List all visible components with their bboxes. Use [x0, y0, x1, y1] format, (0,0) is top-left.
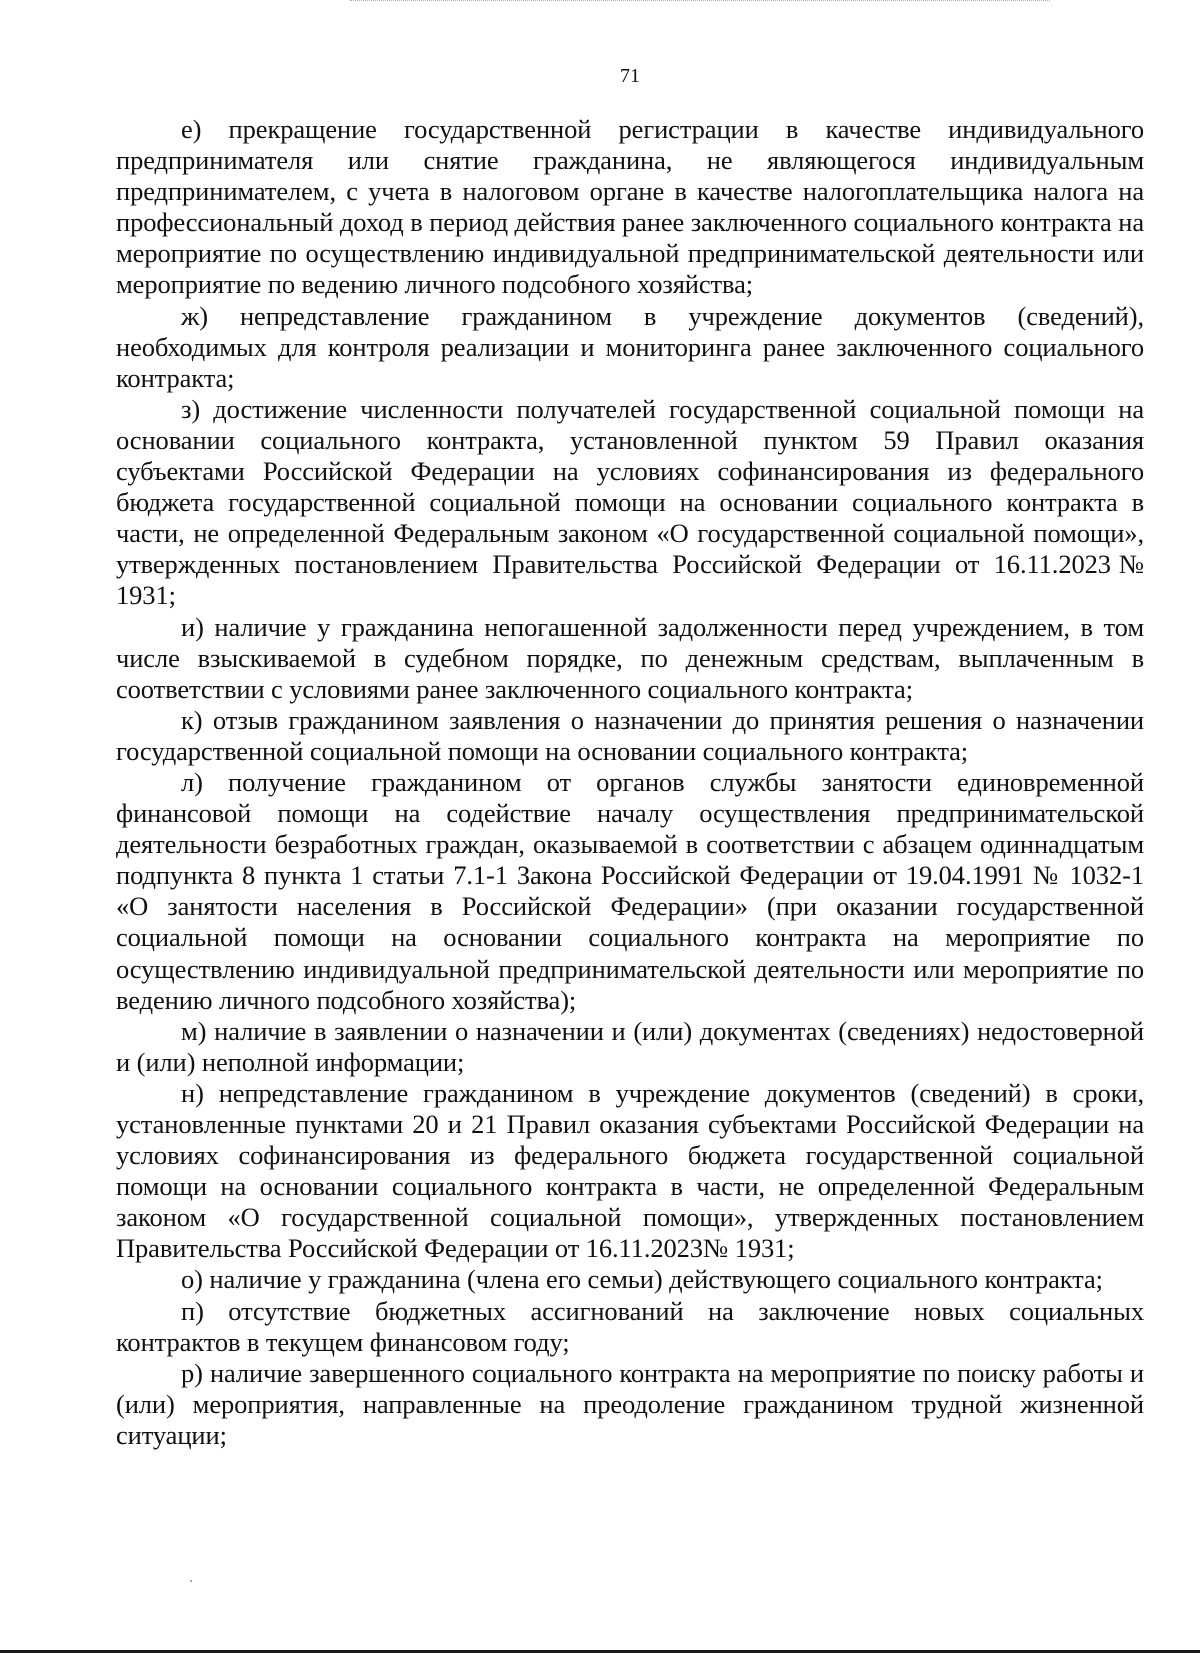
scan-speck: [190, 1580, 192, 1582]
document-body: [116, 114, 1144, 1451]
paragraph-o: о) наличие у гражданина (члена его семьи) действующего социального контракта;: [181, 1264, 1103, 1295]
paragraph-zh: ж) непредставление гражданином в учреждение документов (сведений), необходимых для контроля реализации и мониторинга ранее заключенного социального контракта;: [116, 300, 1144, 393]
paragraph-r: р) наличие завершенного социального контракта на мероприятие по поиску работы и (или) мероприятия, направленные на преодоление гражданином трудной жизненной ситуации;: [116, 1357, 1144, 1450]
scan-top-edge: [350, 0, 1050, 3]
paragraph-k: к) отзыв гражданином заявления о назначении до принятия решения о назначении государственной социальной помощи на основании социального контракта;: [116, 704, 1144, 766]
paragraph-m: м) наличие в заявлении о назначении и (или) документах (сведениях) недостоверной и (или) неполной информации;: [116, 1015, 1144, 1077]
paragraph-z: з) достижение численности получателей государственной социальной помощи на основании социального контракта, установленной пунктом 59 Правил оказания субъектами Российской Федерации на условиях софинансирования из федерального бюджета государственной социальной помощи на основании социального контракта в части, не определенной Федеральным законом «О государственной социальной помощи», утвержденных постановлением Правительства Российской Федерации от 16.11.2023№ 1931;: [116, 393, 1144, 611]
paragraph-n: н) непредставление гражданином в учреждение документов (сведений) в сроки, установленные пунктами 20 и 21 Правил оказания субъектами Российской Федерации на условиях софинансирования из федерального бюджета государственной социальной помощи на основании социального контракта в части, не определенной Федеральным законом «О государственной социальной помощи», утвержденных постановлением Правительства Российской Федерации от 16.11.2023№ 1931;: [116, 1077, 1144, 1264]
paragraph-i: и) наличие у гражданина непогашенной задолженности перед учреждением, в том числе взыскиваемой в судебном порядке, по денежным средствам, выплаченным в соответствии с условиями ранее заключенного социального контракта;: [116, 611, 1144, 704]
paragraph-e: е) прекращение государственной регистрации в качестве индивидуального предпринимателя или снятие гражданина, не являющегося индивидуальным предпринимателем, с учета в налоговом органе в качестве налогоплательщика налога на профессиональный доход в период действия ранее заключенного социального контракта на мероприятие по осуществлению индивидуальной предпринимательской деятельности или мероприятие по ведению личного подсобного хозяйства;: [116, 114, 1144, 300]
paragraph-p: п) отсутствие бюджетных ассигнований на заключение новых социальных контрактов в текущем финансовом году;: [116, 1295, 1144, 1357]
paragraph-l: л) получение гражданином от органов службы занятости единовременной финансовой помощи на содействие началу осуществления предпринимательской деятельности безработных граждан, оказываемой в соответствии с абзацем одиннадцатым подпункта 8 пункта 1 статьи 7.1-1 Закона Российской Федерации от 19.04.1991 № 1032-1 «О занятости населения в Российской Федерации» (при оказании государственной социальной помощи на основании социального контракта на мероприятие по осуществлению индивидуальной предпринимательской деятельности или мероприятие по ведению личного подсобного хозяйства);: [116, 766, 1144, 1015]
page-number: 71: [620, 65, 640, 87]
